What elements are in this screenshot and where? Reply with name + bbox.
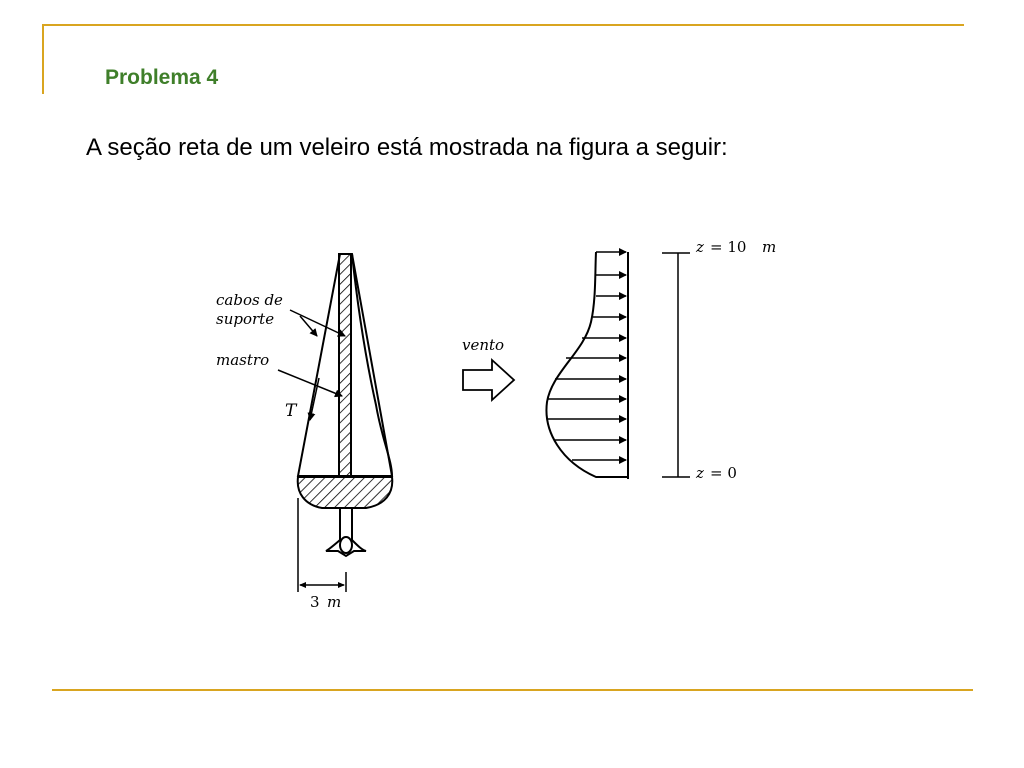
label-wind: vento [462, 336, 505, 354]
label-z-top-value: = 10 [710, 238, 747, 256]
keel [326, 508, 366, 556]
label-cables-line2: suporte [216, 310, 275, 328]
label-mast: mastro [216, 351, 270, 369]
label-z-top-unit: m [762, 238, 777, 256]
label-width-value: 3 [310, 593, 320, 611]
hull [298, 477, 393, 508]
width-dimension [298, 498, 346, 592]
wind-arrow-icon [463, 360, 514, 400]
height-dimension [662, 253, 690, 477]
label-tension: T [285, 401, 297, 421]
problem-statement: A seção reta de um veleiro está mostrada na figura a seguir: [86, 134, 728, 161]
slide-title: Problema 4 [105, 66, 219, 89]
label-z-bottom-var: z [696, 464, 704, 482]
label-cables-line1: cabos de [216, 291, 283, 309]
label-z-bottom-value: = 0 [710, 464, 737, 482]
wind-profile [546, 252, 628, 479]
mast [339, 254, 351, 476]
label-z-top-var: z [696, 238, 704, 256]
label-width-unit: m [327, 593, 342, 611]
